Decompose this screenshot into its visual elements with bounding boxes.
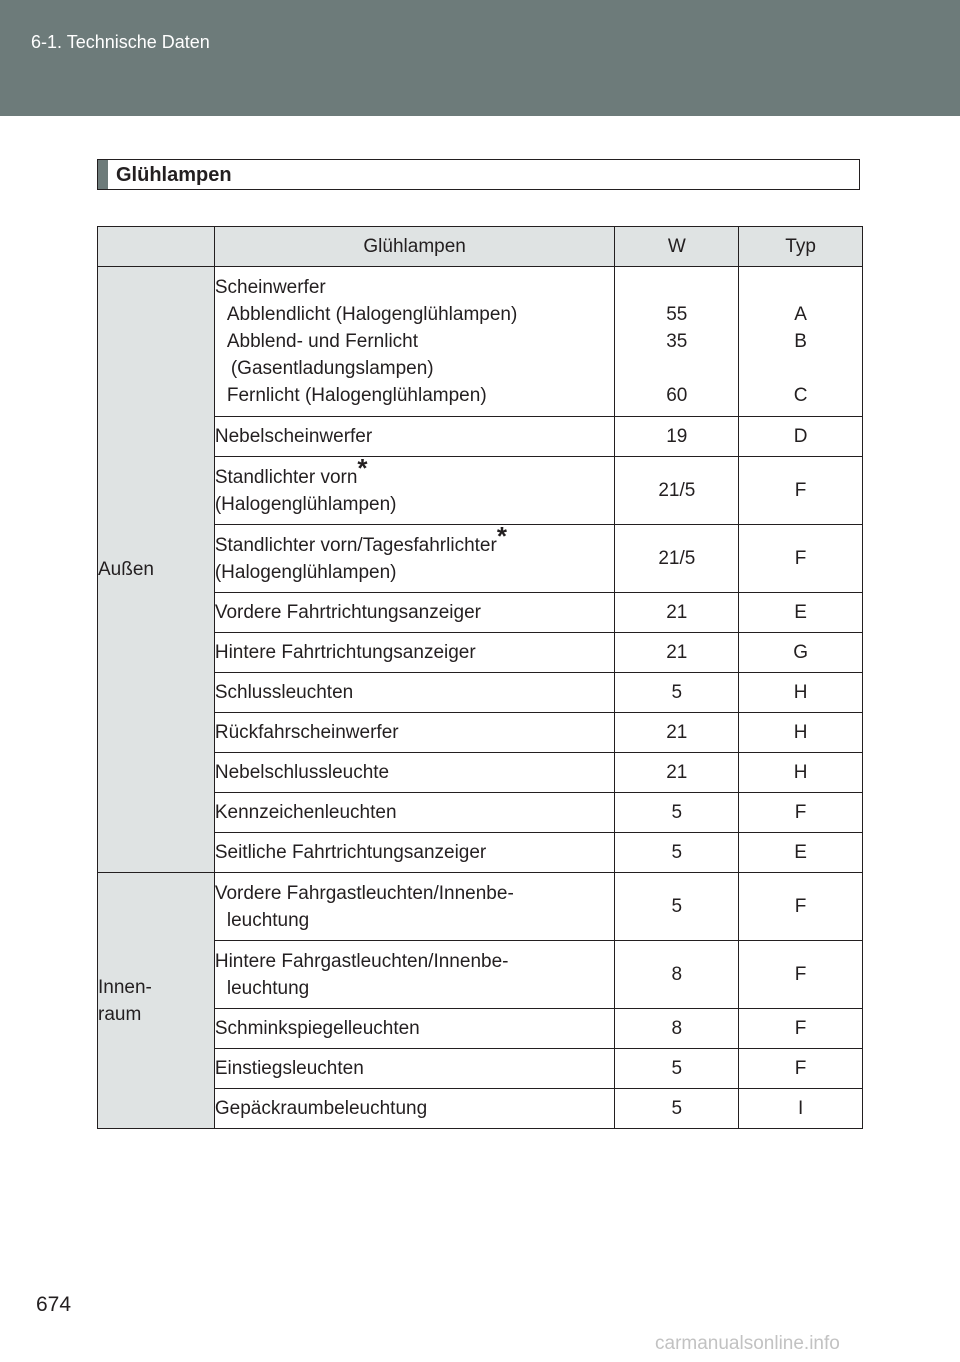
bulb-name-line: (Halogenglühlampen) (214, 493, 397, 515)
bulb-name: Vordere Fahrtrichtungsanzeiger (214, 593, 615, 633)
group-label-exterior: Außen (98, 267, 215, 873)
table-row (98, 873, 863, 941)
watt-cell: 8 (615, 941, 739, 1009)
watt-cell: 5 (615, 833, 739, 873)
type-cell: F (739, 941, 863, 1009)
bulb-name (214, 873, 615, 941)
type-cell: H (739, 713, 863, 753)
bulb-name: Hintere Fahrtrichtungsanzeiger (214, 633, 615, 673)
type-cell: I (739, 1089, 863, 1129)
bulb-name-line: Vordere Fahrgastleuchten/Innenbe- (214, 882, 514, 904)
type-line (739, 274, 862, 301)
bulb-name: Seitliche Fahrtrichtungsanzeiger (214, 833, 615, 873)
group-label-line: Innen- (98, 976, 152, 998)
type-cell: H (739, 673, 863, 713)
bulb-name-line (214, 452, 615, 491)
watt-cell: 5 (615, 673, 739, 713)
type-cell: E (739, 593, 863, 633)
bulb-name: Kennzeichenleuchten (214, 793, 615, 833)
bulb-name: Einstiegsleuchten (214, 1049, 615, 1089)
bulb-name-line: Fernlicht (Halogenglühlampen) (226, 385, 487, 406)
column-header-watt: W (615, 227, 739, 267)
chapter-title: 6-1. Technische Daten (31, 32, 210, 52)
bulb-name-line: leuchtung (226, 909, 310, 931)
bulb-name-line: Scheinwerfer (214, 277, 326, 298)
watermark: carmanualsonline.info (655, 1333, 840, 1354)
table-header-row (98, 227, 863, 267)
bulb-name-line: (Gasentladungslampen) (230, 358, 434, 379)
table-row (98, 267, 863, 417)
type-line: A (794, 304, 807, 325)
bulb-name: Schminkspiegelleuchten (214, 1009, 615, 1049)
type-cell: F (739, 1049, 863, 1089)
column-header-type: Typ (739, 227, 863, 267)
section-heading-marker (98, 160, 108, 189)
column-header-group (98, 227, 215, 267)
bulb-name-line: leuchtung (226, 977, 310, 999)
bulb-name (214, 267, 615, 417)
watt-cell: 21/5 (615, 457, 739, 525)
type-cell: F (739, 457, 863, 525)
type-cell: F (739, 1009, 863, 1049)
bulb-name-line: (Halogenglühlampen) (214, 561, 397, 583)
footnote-asterisk: * (357, 452, 368, 483)
watt-cell: 21 (615, 753, 739, 793)
bulb-name: Rückfahrscheinwerfer (214, 713, 615, 753)
watt-cell: 21 (615, 633, 739, 673)
watt-cell (615, 267, 739, 417)
watt-cell: 21/5 (615, 525, 739, 593)
bulb-name-text: Standlichter vorn (214, 466, 358, 488)
type-cell: E (739, 833, 863, 873)
type-line: C (793, 385, 808, 406)
watt-line: 60 (666, 385, 688, 406)
page-number: 674 (36, 1293, 72, 1316)
watt-cell: 5 (615, 1049, 739, 1089)
bulb-name: Nebelschlussleuchte (214, 753, 615, 793)
watt-line (615, 355, 738, 382)
group-label-line: raum (98, 1003, 142, 1025)
watt-cell: 5 (615, 873, 739, 941)
section-heading (97, 159, 860, 190)
watt-cell: 21 (615, 593, 739, 633)
watt-cell: 19 (615, 417, 739, 457)
type-cell: F (739, 525, 863, 593)
bulb-table (97, 226, 863, 1129)
column-header-bulb: Glühlampen (214, 227, 615, 267)
bulb-name-line: Hintere Fahrgastleuchten/Innenbe- (214, 950, 509, 972)
bulb-name-line: Abblend- und Fernlicht (226, 331, 419, 352)
bulb-name (214, 941, 615, 1009)
watt-cell: 5 (615, 793, 739, 833)
watt-cell: 21 (615, 713, 739, 753)
bulb-name-line: Abblendlicht (Halogenglühlampen) (226, 304, 518, 325)
bulb-name: Nebelscheinwerfer (214, 417, 615, 457)
watt-line: 35 (666, 331, 688, 352)
header-band (0, 0, 960, 116)
bulb-name (214, 452, 615, 525)
type-cell: H (739, 753, 863, 793)
watt-cell: 8 (615, 1009, 739, 1049)
type-cell: F (739, 873, 863, 941)
bulb-name: Schlussleuchten (214, 673, 615, 713)
watt-cell: 5 (615, 1089, 739, 1129)
bulb-name-text: Standlichter vorn/Tagesfahrlichter (214, 534, 497, 556)
type-cell: D (739, 417, 863, 457)
section-heading-text: Glühlampen (116, 164, 232, 186)
bulb-name-line (214, 520, 615, 559)
bulb-name: Gepäckraumbeleuchtung (214, 1089, 615, 1129)
type-line: B (794, 331, 807, 352)
type-cell: F (739, 793, 863, 833)
group-label-interior (98, 873, 215, 1129)
type-cell (739, 267, 863, 417)
watt-line: 55 (666, 304, 688, 325)
type-line (739, 355, 862, 382)
watt-line (615, 274, 738, 301)
bulb-name (214, 520, 615, 593)
footnote-asterisk: * (496, 520, 507, 551)
type-cell: G (739, 633, 863, 673)
